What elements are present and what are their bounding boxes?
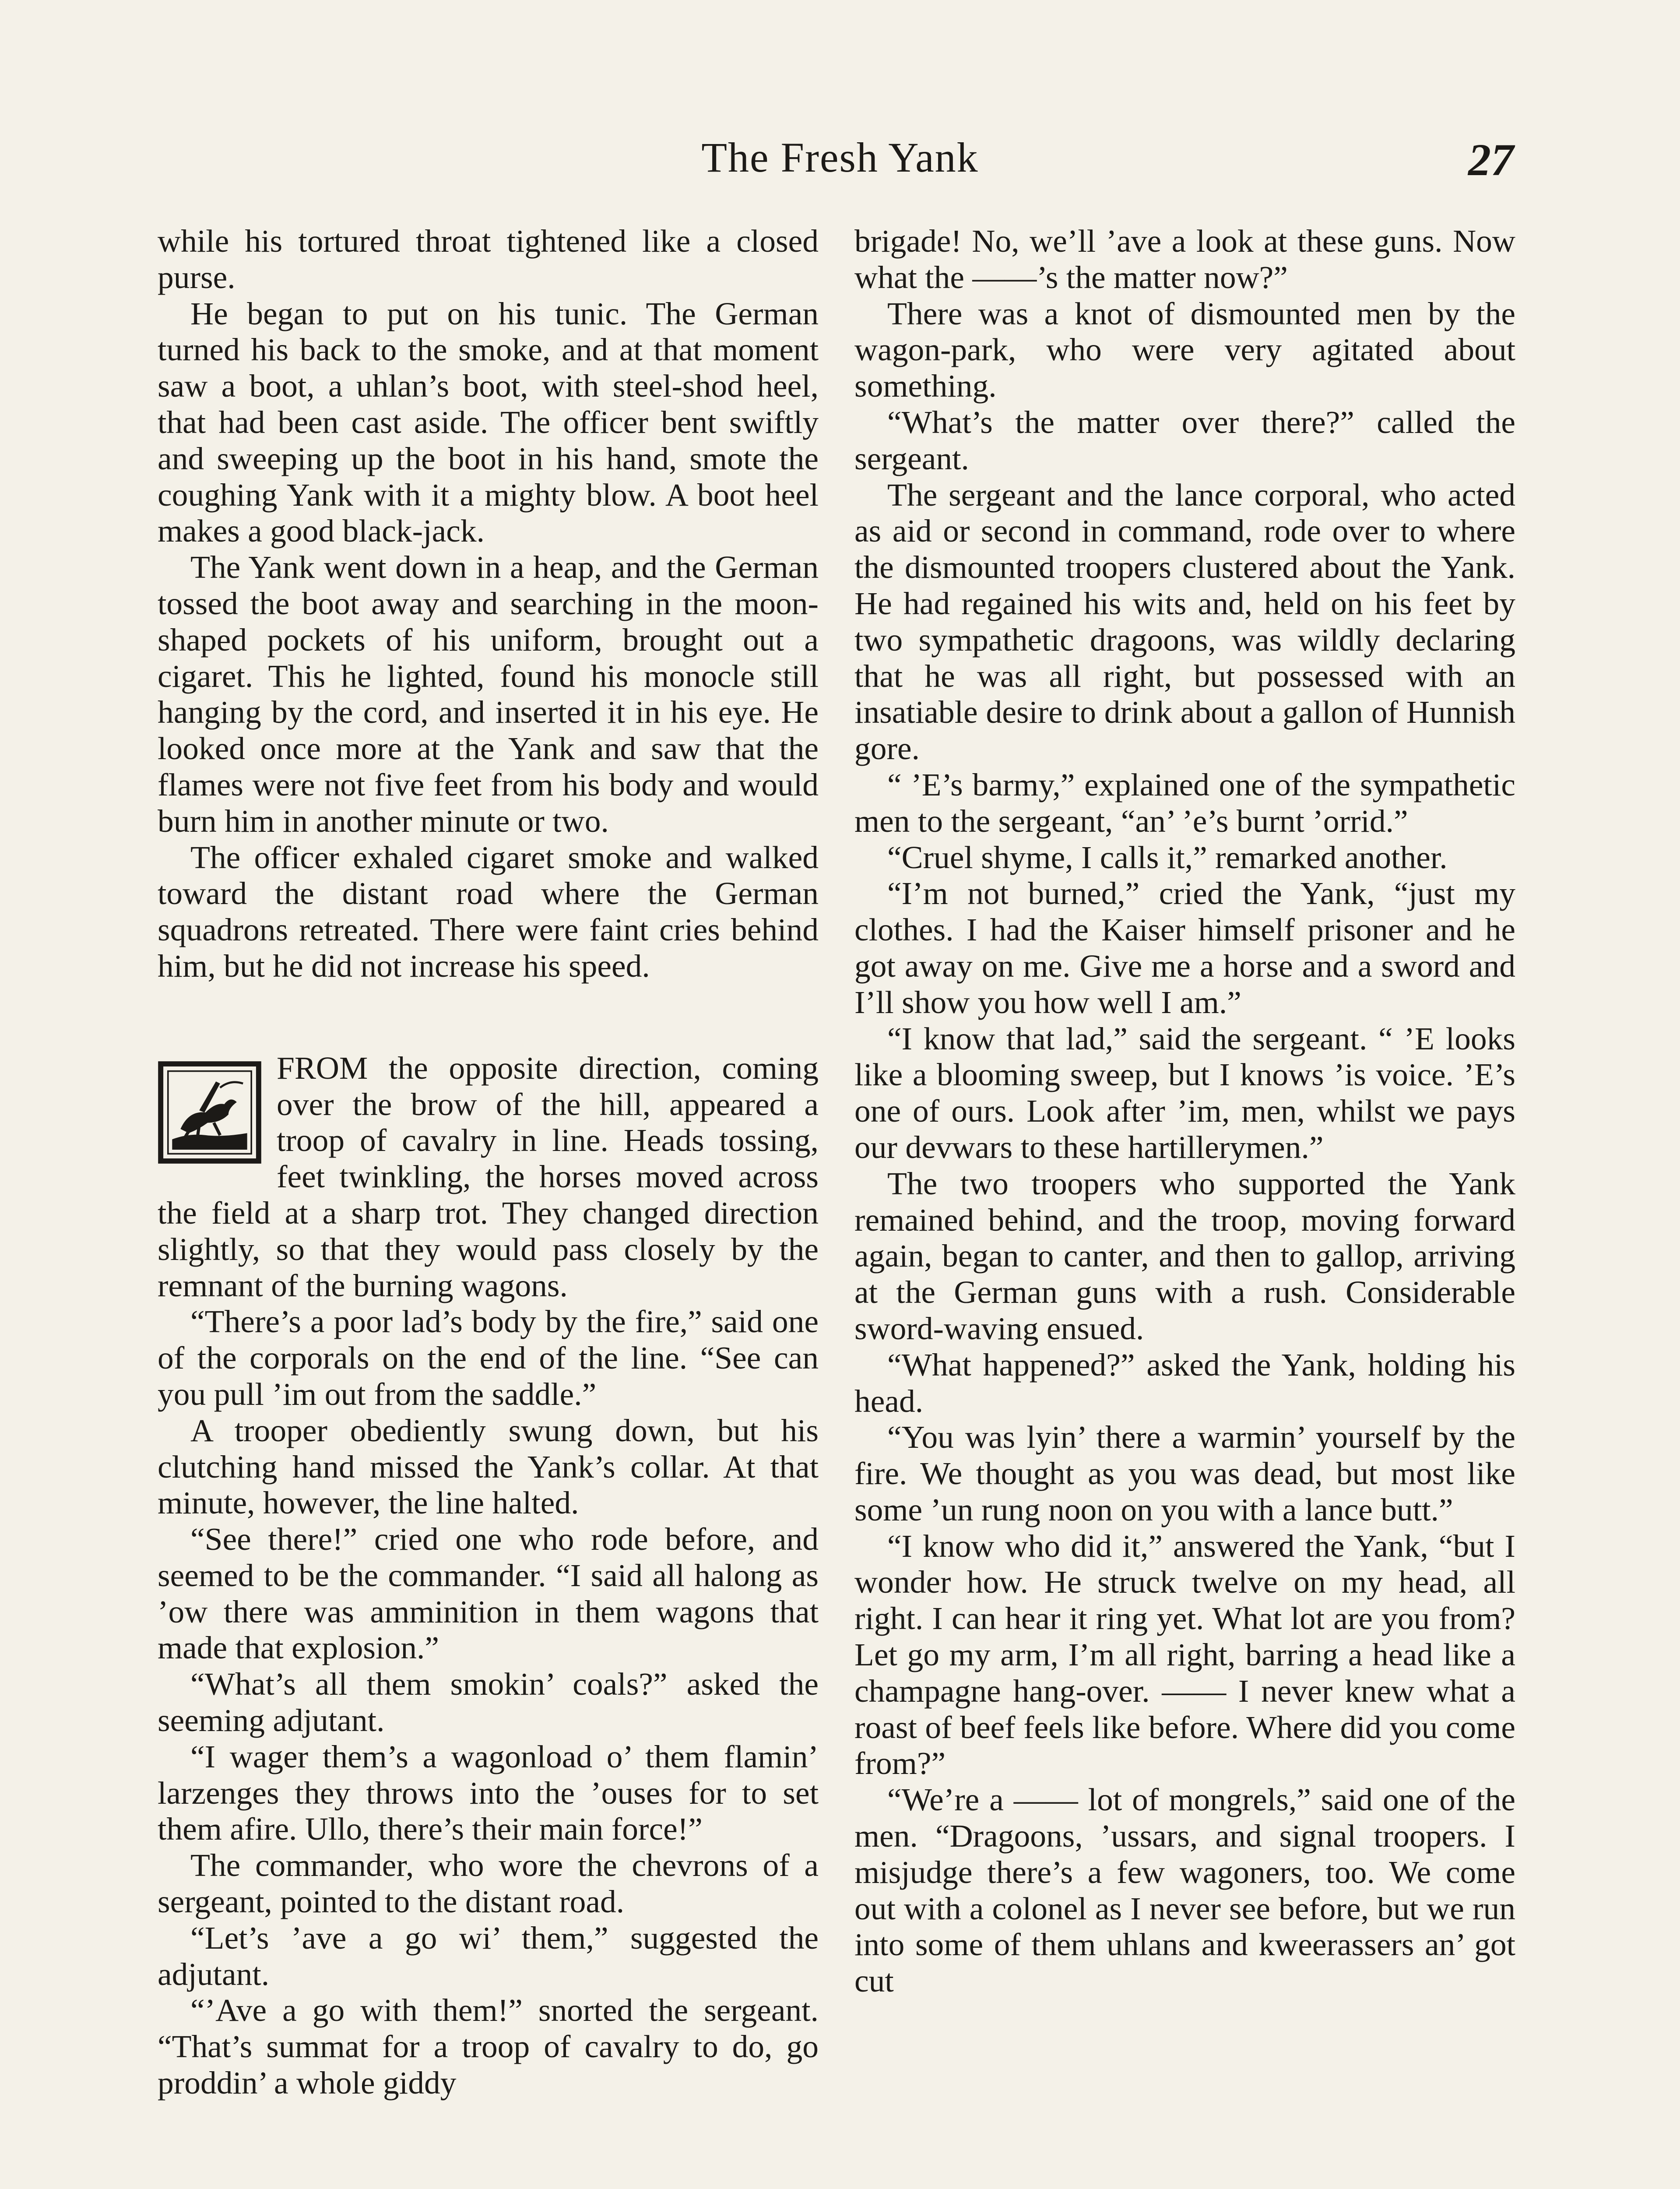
paragraph: There was a knot of dismounted men by the wagon-park, who were very agitated about something. — [854, 296, 1515, 404]
paragraph: A trooper obediently swung down, but his clutching hand missed the Yank’s collar. At that minute, however, the line halted. — [158, 1412, 819, 1521]
paragraph: He began to put on his tunic. The German turned his back to the smoke, and at that moment saw a boot, a uhlan’s boot, with steel-shod heel, that had been cast aside. The officer bent swiftly and sweeping up the boot in his hand, smote the coughing Yank with it a mighty blow. A boot heel makes a good black-jack. — [158, 296, 819, 549]
left-column — [158, 223, 819, 2101]
paragraph: “Let’s ’ave a go wi’ them,” suggested the adjutant. — [158, 1920, 819, 1992]
paragraph: “I’m not burned,” cried the Yank, “just my clothes. I had the Kaiser himself prisoner and he got away on me. Give me a horse and a sword and I’ll show you how well I am.” — [854, 876, 1515, 1020]
section-break — [158, 985, 819, 1050]
running-title: The Fresh Yank — [701, 134, 979, 181]
paragraph: “You was lyin’ there a warmin’ yourself by the fire. We thought as you was dead, but most like some ’un rung noon on you with a lance butt.” — [854, 1419, 1515, 1527]
paragraph: “What happened?” asked the Yank, holding his head. — [854, 1347, 1515, 1419]
page-header — [0, 131, 1680, 197]
paragraph: “What’s all them smokin’ coals?” asked the seeming adjutant. — [158, 1666, 819, 1739]
paragraph: “Cruel shyme, I calls it,” remarked another. — [887, 839, 1448, 875]
paragraph: The officer exhaled cigaret smoke and walked toward the distant road where the German squadrons retreated. There were faint cries behind him, but he did not increase his speed. — [158, 839, 819, 984]
paragraph: The two troopers who supported the Yank remained behind, and the troop, moving forward again, began to canter, and then to gallop, arriving at the German guns with a rush. Considerable sword-waving ensued. — [854, 1165, 1515, 1346]
paragraph: “I wager them’s a wagonload o’ them flamin’ larzenges they throws into the ’ouses for to set them afire. Ullo, there’s their main force!” — [158, 1739, 819, 1847]
paragraph: “ ’E’s barmy,” explained one of the sympathetic men to the sergeant, “an’ ’e’s burnt ’orrid.” — [854, 767, 1515, 839]
paragraph: “I know who did it,” answered the Yank, “but I wonder how. He struck twelve on my head, all right. I can hear it ring yet. What lot are you from? Let go my arm, I’m all right, barring a head like a champagne hang-over. —— I never knew what a roast of beef feels like before. Where did you come from?” — [854, 1528, 1515, 1781]
paragraph: “See there!” cried one who rode before, and seemed to be the commander. “I said all halong as ’ow there was amminition in them wagons that made that explosion.” — [158, 1521, 819, 1666]
paragraph: “What’s the matter over there?” called the sergeant. — [854, 404, 1515, 476]
right-column — [854, 223, 1515, 1999]
paragraph: The commander, who wore the chevrons of a sergeant, pointed to the distant road. — [158, 1848, 819, 1920]
page-number: 27 — [1468, 135, 1514, 185]
paragraph: “’Ave a go with them!” snorted the sergeant. “That’s summat for a troop of cavalry to do, go proddin’ a whole giddy — [158, 1992, 819, 2101]
paragraph: FROM the opposite direction, coming over the brow of the hill, appeared a troop of cavalry in line. Heads tossing, feet twinkling, the horses moved across the field at a sharp trot. They changed direction slightly, so that they would pass closely by the remnant of the burning wagons. — [158, 1050, 819, 1303]
paragraph: The Yank went down in a heap, and the German tossed the boot away and searching in the moon-shaped pockets of his uniform, brought out a cigaret. This he lighted, found his monocle still hanging by the cord, and inserted it in his eye. He looked once more at the Yank and saw that the flames were not five feet from his body and would burn him in another minute or two. — [158, 549, 819, 839]
paragraph: The sergeant and the lance corporal, who acted as aid or second in command, rode over to where the dismounted troopers clustered about the Yank. He had regained his wits and, held on his feet by two sympathetic dragoons, was wildly declaring that he was all right, but possessed with an insatiable desire to drink about a gallon of Hunnish gore. — [854, 477, 1515, 767]
cavalry-charge-vignette-icon — [158, 1061, 262, 1164]
paragraph: “There’s a poor lad’s body by the fire,” said one of the corporals on the end of the line. “See can you pull ’im out from the saddle.” — [158, 1304, 819, 1412]
paragraph: “I know that lad,” said the sergeant. “ ’E looks like a blooming sweep, but I knows ’is voice. ’E’s one of ours. Look after ’im, men, whilst we pays our devwars to these hartillerymen.” — [854, 1021, 1515, 1165]
paragraph: brigade! No, we’ll ’ave a look at these guns. Now what the ——’s the matter now?” — [854, 223, 1515, 295]
paragraph: while his tortured throat tightened like a closed purse. — [158, 223, 819, 295]
paragraph: “We’re a —— lot of mongrels,” said one of the men. “Dragoons, ’ussars, and signal troopers. I misjudge there’s a few wagoners, too. We come out with a colonel as I never see before, but we run into some of them uhlans and kweerassers an’ got cut — [854, 1782, 1515, 1999]
